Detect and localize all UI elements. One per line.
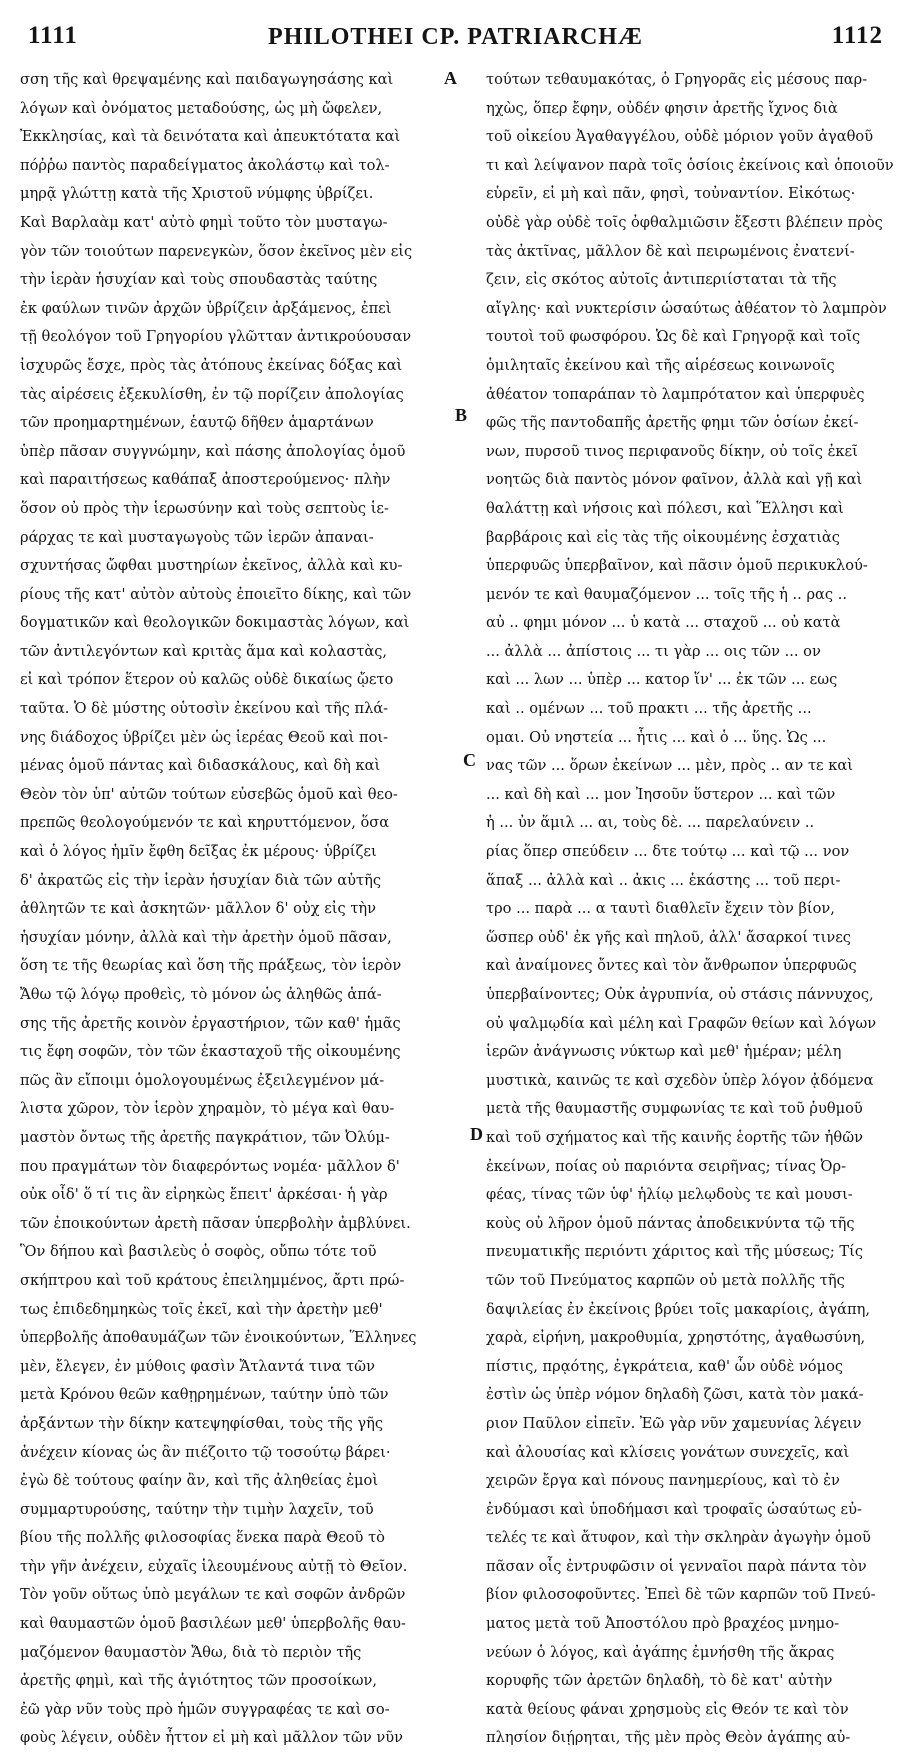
- text-line: πῶς ἂν εἴποιμι ὁμολογουμένως ἐξειλεγμένον μά-: [20, 1071, 385, 1089]
- text-line: οὐ ψαλμῳδία καὶ μέλη καὶ Γραφῶν θείων καὶ λόγων: [486, 1014, 877, 1032]
- text-line: ὑπερφυῶς ὑπερβαῖνον, καὶ πᾶσιν ὁμοῦ περικυκλού-: [486, 557, 868, 575]
- text-line: τῶν τοῦ Πνεύματος καρπῶν οὐ μετὰ πολλῆς τῆς: [486, 1271, 845, 1289]
- text-line: σχυντήσας ὤφθαι μυστηρίων ἐκεῖνος, ἀλλὰ καὶ κυ-: [20, 557, 403, 575]
- text-line: καὶ ... λων ... ὑπὲρ ... κατορ ἵν' ... ἐκ τῶν ... εως: [486, 671, 838, 689]
- text-line: κοὺς οὐ λῆρον ὁμοῦ πάντας ἀποδεικνύντα τῷ τῆς: [486, 1214, 855, 1232]
- text-line: που πραγμάτων τὸν διαφερόντως νομέα· μᾶλλον δ': [20, 1157, 400, 1175]
- text-line: συμμαρτυρούσης, ταύτην τὴν τιμὴν λαχεῖν, τοῦ: [20, 1500, 374, 1518]
- text-line: φοὺς λέγειν, οὐδὲν ἧττον εἰ μὴ καὶ μᾶλλον τῶν νῦν: [20, 1729, 403, 1747]
- text-line: θαλάττῃ καὶ νήσοις καὶ πόλεσι, καὶ Ἕλλησι καὶ: [486, 499, 844, 517]
- text-line: Θεὸν τὸν ὑπ' αὐτῶν τούτων εὐσεβῶς ὁμοῦ καὶ θεο-: [20, 785, 398, 803]
- text-line: τῶν ἐποικούντων ἀρετὴ πᾶσαν ὑπερβολὴν ἀμβλύνει.: [20, 1214, 411, 1232]
- right-page-number: 1112: [831, 22, 883, 49]
- text-line: ρίας ὅπερ σπεύδειν ... δτε τούτῳ ... καὶ τῷ ... νον: [486, 843, 850, 861]
- text-line: νων, πυρσοῦ τινος περιφανοῦς δίκην, οὐ τοῖς ἐκεῖ: [486, 442, 858, 460]
- text-line: βίον φιλοσοφοῦντες. Ἐπεὶ δὲ τῶν καρπῶν τοῦ Πνεύ-: [486, 1586, 876, 1604]
- text-line: αἴγλης· καὶ νυκτερίσιν ὡσαύτως ἀθέατον τὸ λαμπρὸν: [486, 299, 887, 317]
- text-line: σκήπτρου καὶ τοῦ κράτους ἐπειλημμένος, ἄρτι πρώ-: [20, 1271, 405, 1289]
- text-line: Ἄθω τῷ λόγῳ προθεὶς, τὸ μόνον ὡς ἀληθῶς ἁπά-: [20, 986, 382, 1003]
- text-line: νας τῶν ... ὅρων ἐκείνων ... μὲν, πρὸς .. αν τε καὶ: [486, 757, 853, 775]
- text-line: αὐ .. φημι μόνον ... ὑ κατὰ ... σταχοῦ ... οὐ κατὰ: [486, 614, 841, 632]
- text-line: ἱερῶν ἀνάγνωσις νύκτωρ καὶ μεθ' ἡμέραν; μέλη: [486, 1043, 842, 1061]
- section-marker-d: D: [470, 1124, 483, 1144]
- text-line: τις ἔφη σοφῶν, τὸν τῶν ἑκασταχοῦ τῆς οἰκουμένης: [20, 1043, 401, 1061]
- text-line: ηχὼς, ὅπερ ἔφην, οὐδέν φησιν ἀρετῆς ἴχνος διὰ: [486, 99, 838, 117]
- text-line: ματος μετὰ τοῦ Ἀποστόλου πρὸ βραχέος μνημο-: [486, 1615, 840, 1633]
- text-line: βίου τῆς πολλῆς φιλοσοφίας ἕνεκα παρὰ Θεοῦ τὸ: [20, 1529, 385, 1547]
- text-line: φέας, τίνας τῶν ὑφ' ἡλίῳ μελῳδοὺς τε καὶ μουσι-: [486, 1186, 853, 1204]
- text-line: κατὰ θείους φάναι χρησμοὺς εἰς Θεόν τε καὶ τὸν: [486, 1700, 849, 1718]
- text-line: ἐκείνων, ποίας οὐ παριόντα σειρῆνας; τίνας Ὀρ-: [486, 1157, 847, 1175]
- text-line: τουτοὶ τοῦ φωσφόρου. Ὡς δὲ καὶ Γρηγορᾷ καὶ τοῖς: [486, 328, 861, 346]
- text-line: ράρχας τε καὶ μυσταγωγοὺς τῶν ἱερῶν ἀπαναι-: [20, 528, 374, 546]
- text-line: εὑρεῖν, εἰ μὴ καὶ πᾶν, φησὶ, τοὐναντίον. Εἰκότως·: [486, 185, 856, 203]
- text-line: ὑπερβαίνοντες; Οὐκ ἀγρυπνία, οὐ στάσις πάννυχος,: [486, 986, 874, 1003]
- text-line: καὶ ὁ λόγος ἡμῖν ἔφθη δεῖξας ἐκ μέρους· ὑβρίζει: [20, 843, 377, 861]
- text-line: τως ἐπιδεδημηκὼς τοῖς ἐκεῖ, καὶ τὴν ἀρετὴν μεθ': [20, 1300, 383, 1318]
- text-line: ἐκ φαύλων τινῶν ἀρχῶν ὑβρίζειν ἀρξάμενος, ἐπεὶ: [20, 299, 392, 317]
- text-line: τούτων τεθαυμακότας, ὁ Γρηγορᾶς εἰς μέσους παρ-: [486, 71, 868, 88]
- text-line: ὁμιληταῖς ἐκείνου καὶ τῆς αἱρέσεως κοινωνοῖς: [486, 356, 835, 374]
- text-line: μαζόμενον θαυμαστὸν Ἄθω, διὰ τὸ περιὸν τῆς: [20, 1643, 362, 1661]
- text-line: ὅση τε τῆς θεωρίας καὶ ὅση τῆς πράξεως, τὸν ἱερὸν: [20, 957, 402, 975]
- right-text-column: [486, 66, 908, 1753]
- text-line: Ὃν δήπου καὶ βασιλεὺς ὁ σοφὸς, οὔπω τότε τοῦ: [20, 1243, 377, 1261]
- text-line: μυστικὰ, καινῶς τε καὶ σχεδὸν ὑπὲρ λόγον ᾀδόμενα: [486, 1071, 874, 1089]
- text-line: ἡσυχίαν μόνην, ἀλλὰ καὶ τὴν ἀρετὴν ὁμοῦ πᾶσαν,: [20, 928, 392, 946]
- text-line: καὶ ἀναίμονες ὄντες καὶ τὸν ἄνθρωπον ὑπερφυῶς: [486, 957, 857, 975]
- text-line: τὴν γῆν ἀνέχειν, εὐχαῖς ἱλεουμένους αὐτῇ τὸ Θεῖον.: [20, 1557, 408, 1575]
- text-line: ἅπαξ ... ἀλλὰ καὶ .. ἀκις ... ἑκάστης ... τοῦ περι-: [486, 871, 841, 889]
- text-line: ἀνέχειν κίονας ὡς ἂν πιέζοιτο τῷ τοσούτῳ βάρει·: [20, 1443, 391, 1461]
- text-line: νης διάδοχος ὑβρίζει μὲν ὡς ἱερέας Θεοῦ καὶ ποι-: [20, 728, 389, 746]
- text-line: ριον Παῦλον εἰπεῖν. Ἐῶ γὰρ νῦν χαμευνίας λέγειν: [486, 1414, 862, 1432]
- text-line: τὰς ἀκτῖνας, μᾶλλον δὲ καὶ πειρωμένοις ἐνατενί-: [486, 242, 855, 260]
- running-title: PHILOTHEI CP. PATRIARCHÆ: [268, 24, 643, 50]
- text-line: κορυφῆς τῶν ἀρετῶν δηλαδὴ, τὸ δὲ κατ' αὐτὴν: [486, 1672, 833, 1690]
- text-line: τὴν ἱερὰν ἡσυχίαν καὶ τοὺς σπουδαστὰς ταύτης: [20, 271, 378, 289]
- text-line: μετὰ Κρόνου θεῶν καθῃρημένων, ταύτην ὑπὸ τῶν: [20, 1386, 389, 1404]
- text-line: τὰς αἱρέσεις ἐξεκυλίσθη, ἐν τῷ πορίζειν ἀπολογίας: [20, 385, 404, 403]
- text-line: ζειν, εἰς σκότος αὐτοῖς ἀντιπεριίσταται τὰ τῆς: [486, 271, 837, 289]
- text-line: πρεπῶς θεολογούμενόν τε καὶ κηρυττόμενον, ὅσα: [20, 814, 390, 832]
- left-text-column: [20, 66, 450, 1753]
- text-line: καὶ .. ομένων ... τοῦ πρακτι ... τῆς ἀρετῆς ...: [486, 700, 812, 718]
- text-line: ἐῶ γὰρ νῦν τοὺς πρὸ ἡμῶν συγγραφέας τε καὶ σο-: [20, 1700, 390, 1718]
- text-line: Καὶ Βαρλαὰμ κατ' αὐτὸ φημὶ τοῦτο τὸν μυσταγω-: [20, 213, 388, 231]
- text-line: ἀθέατον τοπαράπαν τὸ λαμπρότατον καὶ ὑπερφυὲς: [486, 385, 865, 403]
- text-line: πνευματικῆς περιόντι χάριτος καὶ τῆς μύσεως; Τίς: [486, 1243, 864, 1261]
- left-page-number: 1111: [28, 22, 78, 49]
- text-line: τῶν ἀντιλεγόντων καὶ κριτὰς ἅμα καὶ κολαστὰς,: [20, 642, 388, 660]
- text-line: τι καὶ λείψανον παρὰ τοῖς ὁσίοις ἐκείνοις καὶ ὁποιοῦν: [486, 156, 894, 174]
- text-line: ἀθλητῶν τε καὶ ἀσκητῶν· μᾶλλον δ' οὐχ εἰς τὴν: [20, 900, 377, 918]
- text-line: ἀρετῆς φημὶ, καὶ τῆς ἁγιότητος τῶν προσοίκων,: [20, 1672, 378, 1690]
- text-line: σση τῆς καὶ θρεψαμένης καὶ παιδαγωγησάσης καὶ: [20, 71, 394, 88]
- text-line: μαστὸν ὄντως τῆς ἀρετῆς παγκράτιον, τῶν Ὀλύμ-: [20, 1128, 390, 1146]
- text-line: μένας ὁμοῦ πάντας καὶ διδασκάλους, καὶ δὴ καὶ: [20, 757, 381, 775]
- text-line: καὶ τοῦ σχήματος καὶ τῆς καινῆς ἑορτῆς τῶν ἠθῶν: [486, 1128, 863, 1146]
- text-line: τῶν προημαρτημένων, ἑαυτῷ δῆθεν ἁμαρτάνων: [20, 414, 374, 432]
- text-line: ἰσχυρῶς ἔσχε, πρὸς τὰς ἀτόπους ἐκείνας δόξας καὶ: [20, 356, 403, 374]
- text-line: ρίους τῆς κατ' αὐτὸν αὐτοὺς ἐποιεῖτο δίκης, καὶ τῶν: [20, 585, 412, 603]
- text-line: ... ἀλλὰ ... ἀπίστοις ... τι γὰρ ... οις τῶν ... ον: [486, 642, 821, 660]
- text-line: δογματικῶν καὶ θεολογικῶν δοκιμαστὰς λόγων, καὶ: [20, 614, 410, 632]
- text-line: ... καὶ δὴ καὶ ... μον Ἰησοῦν ὕστερον ... καὶ τῶν: [486, 785, 836, 803]
- text-line: καὶ παραιτήσεως καθάπαξ ἀποστερούμενος· πλὴν: [20, 471, 391, 489]
- text-line: καὶ ἀλουσίας καὶ κλίσεις γονάτων συνεχεῖς, καὶ: [486, 1443, 850, 1461]
- text-line: Τὸν γοῦν οὕτως ὑπὸ μεγάλων τε καὶ σοφῶν ἀνδρῶν: [20, 1586, 406, 1604]
- text-line: χαρὰ, εἰρήνη, μακροθυμία, χρηστότης, ἀγαθωσύνη,: [486, 1329, 866, 1347]
- text-line: ἐνδύμασι καὶ ὑποδήμασι καὶ τροφαῖς ὡσαύτως εὐ-: [486, 1500, 862, 1518]
- text-line: πίστις, πρᾳότης, ἐγκράτεια, καθ' ὧν οὐδὲ νόμος: [486, 1357, 844, 1375]
- text-line: πλησίον διῄρηται, τῆς μὲν πρὸς Θεὸν ἀγάπης αὐ-: [486, 1729, 851, 1747]
- text-line: τῇ θεολόγον τοῦ Γρηγορίου γλῶτταν ἀντικρούουσαν: [20, 328, 412, 346]
- text-line: ταῦτα. Ὁ δὲ μύστης οὑτοσὶν ἐκείνου καὶ τῆς πλά-: [20, 700, 389, 718]
- section-marker-b: B: [455, 405, 468, 425]
- text-line: μενόν τε καὶ θαυμαζόμενον ... τοῖς τῆς ἡ .. ρας ..: [486, 585, 847, 603]
- text-line: χειρῶν ἔργα καὶ πόνους πανημερίους, καὶ τὸ ἐν: [486, 1472, 840, 1490]
- text-line: τοῦ οἰκείου Ἀγαθαγγέλου, οὐδὲ μόριον γοῦν ἀγαθοῦ: [486, 128, 874, 146]
- text-line: ἐστὶν ὡς ὑπὲρ νόμον δηλαδὴ ζῶσι, κατὰ τὸν μακά-: [486, 1386, 864, 1404]
- text-line: ἡ ... ὐν ἅμιλ ... αι, τοὺς δὲ. ... παρελαύνειν ..: [486, 814, 815, 832]
- section-marker-a: A: [444, 68, 457, 88]
- text-line: μὲν, ἔλεγεν, ἐν μύθοις φασὶν Ἄτλαντά τινα τῶν: [20, 1357, 375, 1375]
- text-line: γὸν τῶν τοιούτων παρενεγκὼν, ὅσον ἐκεῖνος μὲν εἰς: [20, 242, 413, 260]
- text-line: ὥσπερ οὐδ' ἐκ γῆς καὶ πηλοῦ, ἀλλ' ἄσαρκοί τινες: [486, 928, 851, 946]
- text-line: λιστα χῶρον, τὸν ἱερὸν χηραμὸν, τὸ μέγα καὶ θαυ-: [20, 1100, 395, 1118]
- text-line: ὑπερβολῆς ἀποθαυμάζων τῶν ἐνοικούντων, Ἕλληνες: [20, 1329, 417, 1347]
- text-line: πόῤῥω παντὸς παραδείγματος ἀκολάστῳ καὶ τολ-: [20, 156, 390, 174]
- text-line: νοητῶς διὰ παντὸς μόνον φαῖνον, ἀλλὰ καὶ γῇ καὶ: [486, 471, 863, 489]
- text-line: ὑπὲρ πᾶσαν συγγνώμην, καὶ πάσης ἀπολογίας ὁμοῦ: [20, 442, 406, 460]
- text-line: ὅσον οὐ πρὸς τὴν ἱερωσύνην καὶ τοὺς σεπτοὺς ἱε-: [20, 499, 389, 517]
- text-line: ομαι. Οὐ νηστεία ... ἧτις ... καὶ ὁ ... ὕης. Ὡς ...: [486, 728, 827, 746]
- text-line: μετὰ τῆς θαυμαστῆς συμφωνίας τε καὶ τοῦ ῥυθμοῦ: [486, 1100, 863, 1118]
- text-line: βαρβάροις καὶ εἰς τὰς τῆς οἰκουμένης ἐσχατιὰς: [486, 528, 840, 546]
- text-line: νεύων ὁ λόγος, καὶ ἀγάπης ἐμνήσθη τῆς ἄκρας: [486, 1643, 835, 1661]
- text-line: τρο ... παρὰ ... α ταυτὶ διαθλεῖν ἔχειν τὸν βίον,: [486, 900, 835, 918]
- text-line: φῶς τῆς παντοδαπῆς ἀρετῆς φημι τῶν ὁσίων ἐκεί-: [486, 414, 859, 432]
- text-line: ἐγὼ δὲ τούτους φαίην ἂν, καὶ τῆς ἀληθείας ἐμοὶ: [20, 1472, 379, 1490]
- text-line: πᾶσαν οἷς ἐντρυφῶσιν οἱ γενναῖοι παρὰ πάντα τὸν: [486, 1557, 867, 1575]
- text-line: λόγων καὶ ὀνόματος μεταδούσης, ὡς μὴ ὤφελεν,: [20, 99, 383, 117]
- section-marker-c: C: [463, 750, 476, 770]
- text-line: Ἐκκλησίας, καὶ τὰ δεινότατα καὶ ἀπευκτότατα καὶ: [20, 128, 401, 146]
- text-line: καὶ θαυμαστῶν ὁμοῦ βασιλέων μεθ' ὑπερβολῆς θαυ-: [20, 1615, 406, 1633]
- text-line: σης τῆς ἀρετῆς κοινὸν ἐργαστήριον, τῶν καθ' ἡμᾶς: [20, 1014, 401, 1032]
- text-line: ἀρξάντων τὴν δίκην κατεψηφίσθαι, τοὺς τῆς γῆς: [20, 1414, 384, 1432]
- text-line: οὐδὲ γὰρ οὐδὲ τοῖς ὀφθαλμιῶσιν ἔξεστι βλέπειν πρὸς: [486, 213, 883, 231]
- text-line: οὐκ οἶδ' ὅ τί τις ἂν εἰρηκὼς ἔπειτ' ἀρκέσαι· ἡ γὰρ: [20, 1186, 388, 1204]
- text-line: εἰ καὶ τρόπον ἕτερον οὐ καλῶς οὐδὲ δικαίως ᾤετο: [20, 671, 394, 689]
- text-line: τελές τε καὶ ἄτυφον, καὶ τὴν σκληρὰν ἀγωγὴν ὁμοῦ: [486, 1529, 871, 1547]
- text-line: μηρᾷ γλώττῃ κατὰ τῆς Χριστοῦ νύμφης ὑβρίζει.: [20, 185, 374, 203]
- text-line: δ' ἀκρατῶς εἰς τὴν ἱερὰν ἡσυχίαν διὰ τῶν αὐτῆς: [20, 871, 381, 889]
- page-header: [28, 20, 883, 56]
- text-line: δαψιλείας ἐν ἐκείνοις βρύει τοῖς μακαρίοις, ἀγάπη,: [486, 1300, 870, 1318]
